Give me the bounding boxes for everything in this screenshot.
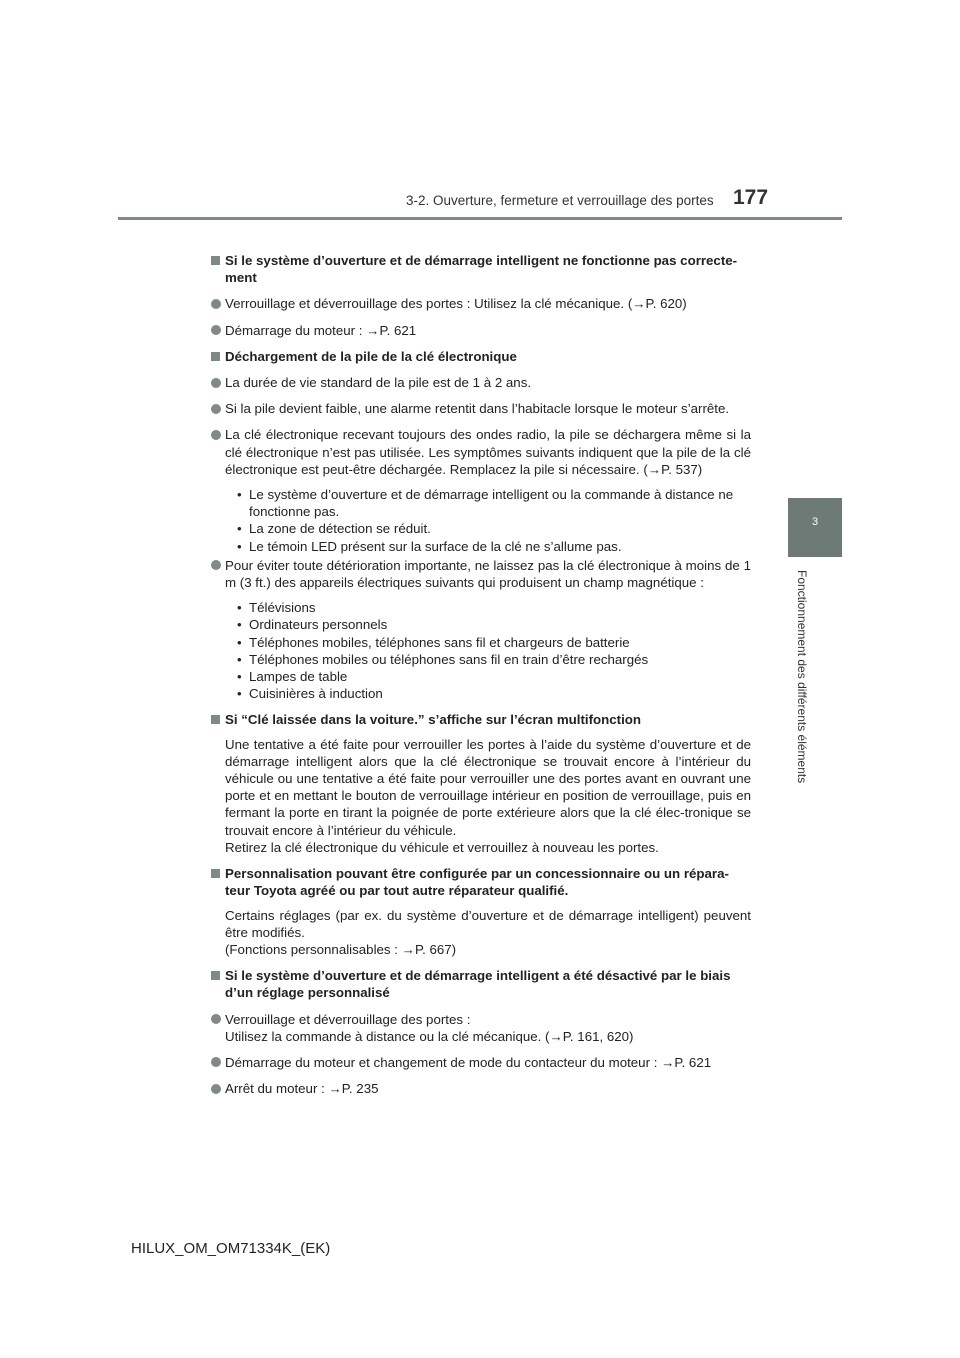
chapter-number: 3 (811, 516, 819, 528)
section-heading: Si le système d’ouverture et de démarrage intelligent ne fonctionne pas correcte-ment (211, 252, 751, 286)
square-bullet-icon (211, 352, 220, 361)
document-code: HILUX_OM_OM71334K_(EK) (131, 1240, 331, 1257)
header-divider (118, 217, 842, 220)
list-item: Arrêt du moteur : →P. 235 (211, 1080, 751, 1097)
sub-list-item: • Lampes de table (237, 669, 348, 685)
sub-list-item: • Le système d’ouverture et de démarrage intelligent ou la commande à distance ne fonctionne pas. (237, 487, 734, 520)
chapter-label: Fonctionnement des différents éléments (795, 570, 809, 784)
chapter-tab (788, 498, 842, 557)
round-bullet-icon (211, 378, 221, 388)
round-bullet-icon (211, 325, 221, 335)
round-bullet-icon (211, 430, 221, 440)
list-item: La clé électronique recevant toujours des ondes radio, la pile se déchargera même si la clé électronique n’est pas utilisée. Les symptômes suivants indiquent que la pile de la clé électronique est peut-être déchargée. Remplacez la pile si nécessaire. (→P. 537) (211, 426, 751, 478)
section-heading: Personnalisation pouvant être configurée par un concessionnaire ou un répara-teur Toyota agréé ou par tout autre réparateur qualifié. (211, 865, 751, 899)
paragraph: Une tentative a été faite pour verrouiller les portes à l’aide du système d’ouverture et de démarrage intelligent alors que la clé électronique se trouvait encore à l’intérieur du véhicule ou une tentative a été faite pour verrouiller une des portes avant en ouvrant une porte et en mettant le bouton de verrouillage intérieur en position de verrouillage, puis en fermant la porte en tirant la poignée de porte extérieure alors que la clé élec-tronique se trouvait encore à l’intérieur du véhicule. Retirez la clé électronique du véhicule et verrouillez à nouveau les portes. (225, 736, 751, 855)
round-bullet-icon (211, 404, 221, 414)
sub-list-item: • Cuisinières à induction (237, 686, 383, 702)
main-content (211, 252, 751, 1097)
symptom-list (211, 486, 751, 555)
list-item: La durée de vie standard de la pile est de 1 à 2 ans. (211, 374, 751, 391)
round-bullet-icon (211, 1014, 221, 1024)
sub-list-item: • Ordinateurs personnels (237, 617, 388, 633)
square-bullet-icon (211, 971, 220, 980)
round-bullet-icon (211, 560, 221, 570)
square-bullet-icon (211, 256, 220, 265)
list-item: Si la pile devient faible, une alarme retentit dans l’habitacle lorsque le moteur s’arrête. (211, 400, 751, 417)
square-bullet-icon (211, 715, 220, 724)
appliance-list (211, 599, 751, 702)
section-heading: Si “Clé laissée dans la voiture.” s’affiche sur l’écran multifonction (211, 711, 751, 728)
list-item: Pour éviter toute détérioration importante, ne laissez pas la clé électronique à moins de 1 m (3 ft.) des appareils électriques suivants qui produisent un champ magnétique : (211, 557, 751, 591)
round-bullet-icon (211, 1057, 221, 1067)
section-title: 3-2. Ouverture, fermeture et verrouillage des portes (406, 193, 714, 208)
list-item: Verrouillage et déverrouillage des portes : Utilisez la commande à distance ou la clé mécanique. (→P. 161, 620) (211, 1011, 751, 1045)
sub-list-item: • La zone de détection se réduit. (237, 521, 431, 537)
sub-list-item: • Télévisions (237, 600, 316, 616)
list-item: Démarrage du moteur et changement de mode du contacteur du moteur : →P. 621 (211, 1054, 751, 1071)
round-bullet-icon (211, 299, 221, 309)
page-number: 177 (733, 186, 769, 209)
section-heading: Si le système d’ouverture et de démarrage intelligent a été désactivé par le biais d’un réglage personnalisé (211, 967, 751, 1001)
list-item: Démarrage du moteur : →P. 621 (211, 322, 751, 339)
paragraph: Certains réglages (par ex. du système d’ouverture et de démarrage intelligent) peuvent être modifiés. (Fonctions personnalisables : →P. 667) (225, 907, 751, 957)
sub-list-item: • Téléphones mobiles ou téléphones sans fil en train d’être rechargés (237, 651, 649, 667)
section-heading: Déchargement de la pile de la clé électronique (211, 348, 751, 365)
square-bullet-icon (211, 869, 220, 878)
list-item: Verrouillage et déverrouillage des portes : Utilisez la clé mécanique. (→P. 620) (211, 295, 751, 312)
round-bullet-icon (211, 1084, 221, 1094)
sub-list-item: • Téléphones mobiles, téléphones sans fil et chargeurs de batterie (237, 634, 630, 650)
sub-list-item: • Le témoin LED présent sur la surface de la clé ne s’allume pas. (237, 538, 622, 554)
